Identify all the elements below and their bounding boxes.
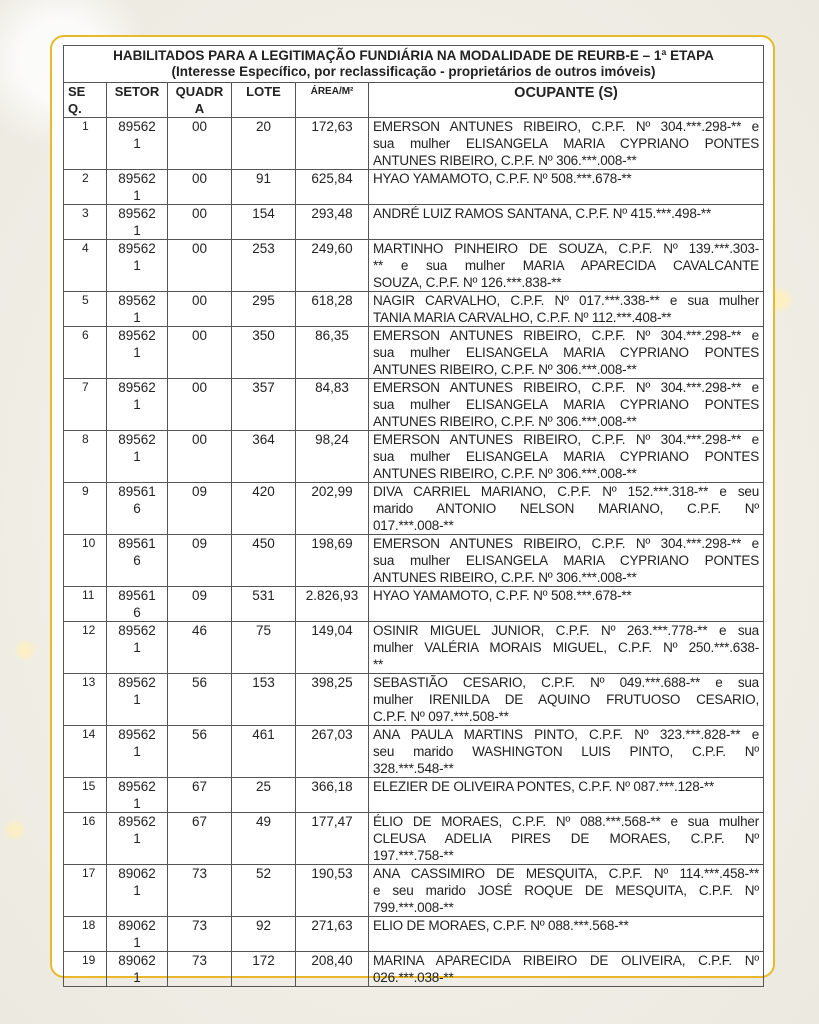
row-setor: 895621: [118, 380, 156, 412]
row-area-cell: [296, 674, 369, 726]
row-lote: 461: [232, 726, 296, 778]
row-ocupante: [369, 865, 764, 917]
row-quadra: 00: [168, 118, 232, 170]
row-ocupante: [369, 292, 764, 327]
row-setor: 890621: [118, 953, 156, 985]
table-row: [64, 170, 764, 205]
ocupante-line: sua mulher ELISANGELA MARIA CYPRIANO PONTES: [373, 449, 759, 464]
row-setor-cell: [107, 535, 168, 587]
ocupante-line: sua mulher ELISANGELA MARIA CYPRIANO PONTES: [373, 553, 759, 568]
row-lote: 450: [232, 535, 296, 587]
col-seq-header: [64, 83, 107, 118]
row-lote: 25: [232, 778, 296, 813]
row-lote: 154: [232, 205, 296, 240]
column-headers: [64, 83, 764, 118]
row-seq: 15: [64, 778, 107, 813]
row-setor: 895621: [118, 241, 156, 273]
table-row: [64, 379, 764, 431]
ocupante-line: ANDRÉ LUIZ RAMOS SANTANA, C.P.F. Nº 415.***.498-**: [373, 206, 712, 221]
ocupante-line: SEBASTIÃO CESARIO, C.P.F. Nº 049.***.688-** e sua: [373, 675, 759, 690]
row-setor-cell: [107, 778, 168, 813]
row-area-cell: [296, 778, 369, 813]
ocupante-line: sua mulher ELISANGELA MARIA CYPRIANO PONTES: [373, 345, 759, 360]
row-seq: 7: [64, 379, 107, 431]
ocupante-line: ELIO DE MORAES, C.P.F. Nº 088.***.568-**: [373, 918, 629, 933]
row-setor-cell: [107, 170, 168, 205]
ocupante-line: MARINA APARECIDA RIBEIRO DE OLIVEIRA, C.P.F. Nº: [373, 953, 759, 968]
ocupante-line: 328.***.548-**: [373, 761, 454, 776]
row-area-cell: [296, 327, 369, 379]
row-lote: 295: [232, 292, 296, 327]
table-row: [64, 327, 764, 379]
table-row: [64, 118, 764, 170]
row-seq: 2: [64, 170, 107, 205]
row-area-cell: [296, 917, 369, 952]
row-ocupante: [369, 813, 764, 865]
table-row: [64, 726, 764, 778]
row-setor: 895621: [118, 293, 156, 325]
row-seq: 11: [64, 587, 107, 622]
row-area-cell: [296, 587, 369, 622]
row-area: 98,24: [315, 432, 349, 447]
row-quadra: 00: [168, 205, 232, 240]
row-seq: 12: [64, 622, 107, 674]
table-row: [64, 240, 764, 292]
row-quadra: 56: [168, 674, 232, 726]
row-quadra: 73: [168, 865, 232, 917]
row-area-cell: [296, 865, 369, 917]
row-seq: 13: [64, 674, 107, 726]
row-area-cell: [296, 622, 369, 674]
table-row: [64, 674, 764, 726]
title-line-1: HABILITADOS PARA A LEGITIMAÇÃO FUNDIÁRIA NA MODALIDADE DE REURB-E – 1ª ETAPA: [113, 48, 714, 63]
row-area-cell: [296, 292, 369, 327]
row-setor-cell: [107, 205, 168, 240]
ocupante-line: ANTUNES RIBEIRO, C.P.F. Nº 306.***.008-**: [373, 362, 637, 377]
row-setor-cell: [107, 379, 168, 431]
row-setor-cell: [107, 118, 168, 170]
row-seq: 6: [64, 327, 107, 379]
row-lote: 357: [232, 379, 296, 431]
row-ocupante: [369, 379, 764, 431]
row-seq: 1: [64, 118, 107, 170]
table-row: [64, 778, 764, 813]
ocupante-line: ELEZIER DE OLIVEIRA PONTES, C.P.F. Nº 087.***.128-**: [373, 779, 714, 794]
table-row: [64, 205, 764, 240]
row-setor-cell: [107, 587, 168, 622]
beneficiaries-table: [63, 45, 764, 987]
row-area: 198,69: [311, 536, 353, 551]
document-card: [50, 35, 775, 985]
row-setor-cell: [107, 292, 168, 327]
row-area: 190,53: [311, 866, 353, 881]
row-seq: 9: [64, 483, 107, 535]
row-ocupante: [369, 431, 764, 483]
ocupante-line: NAGIR CARVALHO, C.P.F. Nº 017.***.338-** e sua mulher: [373, 293, 759, 308]
row-ocupante: [369, 483, 764, 535]
row-lote: 172: [232, 952, 296, 987]
row-area-cell: [296, 483, 369, 535]
ocupante-line: ANA CASSIMIRO DE MESQUITA, C.P.F. Nº 114.***.458-**: [373, 866, 759, 881]
row-area-cell: [296, 535, 369, 587]
row-setor-cell: [107, 674, 168, 726]
table-row: [64, 865, 764, 917]
row-setor-cell: [107, 952, 168, 987]
table-row: [64, 587, 764, 622]
ocupante-line: EMERSON ANTUNES RIBEIRO, C.P.F. Nº 304.***.298-** e: [373, 536, 759, 551]
ocupante-line: ANA PAULA MARTINS PINTO, C.P.F. Nº 323.***.828-** e: [373, 727, 759, 742]
row-ocupante: [369, 205, 764, 240]
row-area: 366,18: [311, 779, 353, 794]
row-ocupante: [369, 535, 764, 587]
row-lote: 153: [232, 674, 296, 726]
ocupante-line: 799.***.008-**: [373, 900, 454, 915]
row-lote: 92: [232, 917, 296, 952]
row-ocupante: [369, 726, 764, 778]
row-setor-cell: [107, 622, 168, 674]
row-area: 249,60: [311, 241, 353, 256]
row-quadra: 00: [168, 431, 232, 483]
row-setor: 890621: [118, 918, 156, 950]
row-area-cell: [296, 431, 369, 483]
ocupante-line: DIVA CARRIEL MARIANO, C.P.F. Nº 152.***.318-** e seu: [373, 484, 759, 499]
row-area: 208,40: [311, 953, 353, 968]
row-setor-cell: [107, 865, 168, 917]
row-seq: 3: [64, 205, 107, 240]
row-ocupante: [369, 917, 764, 952]
title-line-2: (Interesse Específico, por reclassificação - proprietários de outros imóveis): [171, 64, 656, 79]
row-seq: 14: [64, 726, 107, 778]
row-setor: 895616: [118, 536, 156, 568]
row-area-cell: [296, 813, 369, 865]
row-area: 271,63: [311, 918, 353, 933]
ocupante-line: ANTUNES RIBEIRO, C.P.F. Nº 306.***.008-**: [373, 153, 637, 168]
row-area-cell: [296, 170, 369, 205]
row-seq: 4: [64, 240, 107, 292]
ocupante-line: mulher VALÉRIA MORAIS MIGUEL, C.P.F. Nº 250.***.638-: [373, 640, 759, 655]
ocupante-line: EMERSON ANTUNES RIBEIRO, C.P.F. Nº 304.***.298-** e: [373, 119, 759, 134]
row-ocupante: [369, 622, 764, 674]
ocupante-line: seu marido WASHINGTON LUIS PINTO, C.P.F. Nº: [373, 744, 759, 759]
row-setor: 895621: [118, 206, 156, 238]
ocupante-line: ANTUNES RIBEIRO, C.P.F. Nº 306.***.008-**: [373, 570, 637, 585]
row-seq: 18: [64, 917, 107, 952]
ocupante-line: EMERSON ANTUNES RIBEIRO, C.P.F. Nº 304.***.298-** e: [373, 328, 759, 343]
row-lote: 91: [232, 170, 296, 205]
col-quadra: QUADRA: [175, 84, 224, 116]
row-setor: 895616: [118, 588, 156, 620]
row-lote: 364: [232, 431, 296, 483]
row-area: 2.826,93: [305, 588, 359, 603]
row-area: 398,25: [311, 675, 353, 690]
ocupante-line: sua mulher ELISANGELA MARIA CYPRIANO PONTES: [373, 397, 759, 412]
row-area-cell: [296, 952, 369, 987]
row-lote: 253: [232, 240, 296, 292]
row-setor: 895621: [118, 814, 156, 846]
row-area-cell: [296, 205, 369, 240]
row-quadra: 46: [168, 622, 232, 674]
row-lote: 49: [232, 813, 296, 865]
row-seq: 5: [64, 292, 107, 327]
row-area: 267,03: [311, 727, 353, 742]
row-quadra: 09: [168, 535, 232, 587]
table-row: [64, 535, 764, 587]
row-setor: 895621: [118, 779, 156, 811]
row-area: 172,63: [311, 119, 353, 134]
ocupante-line: HYAO YAMAMOTO, C.P.F. Nº 508.***.678-**: [373, 171, 632, 186]
ocupante-line: ÉLIO DE MORAES, C.P.F. Nº 088.***.568-** e sua mulher: [373, 814, 759, 829]
row-quadra: 67: [168, 778, 232, 813]
row-setor: 895621: [118, 675, 156, 707]
ocupante-line: SOUZA, C.P.F. Nº 126.***.838-**: [373, 275, 562, 290]
table-row: [64, 622, 764, 674]
row-quadra: 73: [168, 952, 232, 987]
row-setor: 895621: [118, 328, 156, 360]
row-setor: 895616: [118, 484, 156, 516]
ocupante-line: 026.***.038-**: [373, 970, 454, 985]
row-ocupante: [369, 587, 764, 622]
row-quadra: 56: [168, 726, 232, 778]
row-seq: 10: [64, 535, 107, 587]
row-area: 149,04: [311, 623, 353, 638]
table-row: [64, 917, 764, 952]
row-quadra: 73: [168, 917, 232, 952]
row-setor: 895621: [118, 727, 156, 759]
row-quadra: 67: [168, 813, 232, 865]
row-lote: 531: [232, 587, 296, 622]
row-setor: 895621: [118, 432, 156, 464]
row-area: 86,35: [315, 328, 349, 343]
row-area: 293,48: [311, 206, 353, 221]
row-seq: 16: [64, 813, 107, 865]
row-lote: 75: [232, 622, 296, 674]
row-area: 177,47: [311, 814, 353, 829]
col-setor: SETOR: [107, 83, 168, 118]
ocupante-line: 197.***.758-**: [373, 848, 454, 863]
ocupante-line: **: [373, 657, 384, 672]
row-lote: 20: [232, 118, 296, 170]
ocupante-line: mulher IRENILDA DE AQUINO FRUTUOSO CESARIO,: [373, 692, 759, 707]
ocupante-line: EMERSON ANTUNES RIBEIRO, C.P.F. Nº 304.***.298-** e: [373, 380, 759, 395]
row-setor-cell: [107, 431, 168, 483]
col-seq: SEQ.: [68, 84, 86, 116]
ocupante-line: sua mulher ELISANGELA MARIA CYPRIANO PONTES: [373, 136, 759, 151]
row-seq: 19: [64, 952, 107, 987]
row-area-cell: [296, 379, 369, 431]
row-lote: 350: [232, 327, 296, 379]
row-area: 202,99: [311, 484, 353, 499]
row-area: 618,28: [311, 293, 353, 308]
table-row: [64, 292, 764, 327]
row-lote: 420: [232, 483, 296, 535]
row-area: 625,84: [311, 171, 353, 186]
col-lote: LOTE: [232, 83, 296, 118]
ocupante-line: marido ANTONIO NELSON MARIANO, C.P.F. Nº: [373, 501, 759, 516]
table-row: [64, 813, 764, 865]
row-ocupante: [369, 674, 764, 726]
row-seq: 17: [64, 865, 107, 917]
row-ocupante: [369, 118, 764, 170]
row-ocupante: [369, 952, 764, 987]
ocupante-line: TANIA MARIA CARVALHO, C.P.F. Nº 112.***.408-**: [373, 310, 672, 325]
row-quadra: 09: [168, 483, 232, 535]
ocupante-line: CLEUSA ADELIA PIRES DE MORAES, C.P.F. Nº: [373, 831, 759, 846]
ocupante-line: HYAO YAMAMOTO, C.P.F. Nº 508.***.678-**: [373, 588, 632, 603]
row-ocupante: [369, 170, 764, 205]
row-setor-cell: [107, 240, 168, 292]
row-setor-cell: [107, 726, 168, 778]
row-lote: 52: [232, 865, 296, 917]
row-quadra: 00: [168, 170, 232, 205]
table-row: [64, 431, 764, 483]
row-area-cell: [296, 240, 369, 292]
row-quadra: 00: [168, 240, 232, 292]
table-title: [64, 46, 764, 83]
ocupante-line: e seu marido JOSÉ ROQUE DE MESQUITA, C.P.F. Nº: [373, 883, 759, 898]
row-quadra: 00: [168, 327, 232, 379]
row-setor-cell: [107, 813, 168, 865]
ocupante-line: ** e sua mulher MARIA APARECIDA CAVALCANTE: [373, 258, 759, 273]
table-row: [64, 952, 764, 987]
ocupante-line: MARTINHO PINHEIRO DE SOUZA, C.P.F. Nº 139.***.303-: [373, 241, 759, 256]
row-seq: 8: [64, 431, 107, 483]
ocupante-line: OSINIR MIGUEL JUNIOR, C.P.F. Nº 263.***.778-** e sua: [373, 623, 759, 638]
row-setor: 895621: [118, 623, 156, 655]
ocupante-line: 017.***.008-**: [373, 518, 454, 533]
row-quadra: 00: [168, 379, 232, 431]
row-area: 84,83: [315, 380, 349, 395]
row-setor-cell: [107, 917, 168, 952]
row-quadra: 09: [168, 587, 232, 622]
row-setor: 895621: [118, 119, 156, 151]
row-ocupante: [369, 778, 764, 813]
row-setor-cell: [107, 483, 168, 535]
row-ocupante: [369, 327, 764, 379]
ocupante-line: EMERSON ANTUNES RIBEIRO, C.P.F. Nº 304.***.298-** e: [373, 432, 759, 447]
row-area-cell: [296, 118, 369, 170]
ocupante-line: ANTUNES RIBEIRO, C.P.F. Nº 306.***.008-**: [373, 414, 637, 429]
ocupante-line: ANTUNES RIBEIRO, C.P.F. Nº 306.***.008-**: [373, 466, 637, 481]
row-quadra: 00: [168, 292, 232, 327]
row-ocupante: [369, 240, 764, 292]
col-ocupante: OCUPANTE (S): [369, 83, 764, 118]
col-quadra-header: [168, 83, 232, 118]
row-setor: 890621: [118, 866, 156, 898]
ocupante-line: C.P.F. Nº 097.***.508-**: [373, 709, 509, 724]
col-area: ÁREA/M²: [296, 83, 369, 118]
table-row: [64, 483, 764, 535]
row-area-cell: [296, 726, 369, 778]
row-setor: 895621: [118, 171, 156, 203]
row-setor-cell: [107, 327, 168, 379]
